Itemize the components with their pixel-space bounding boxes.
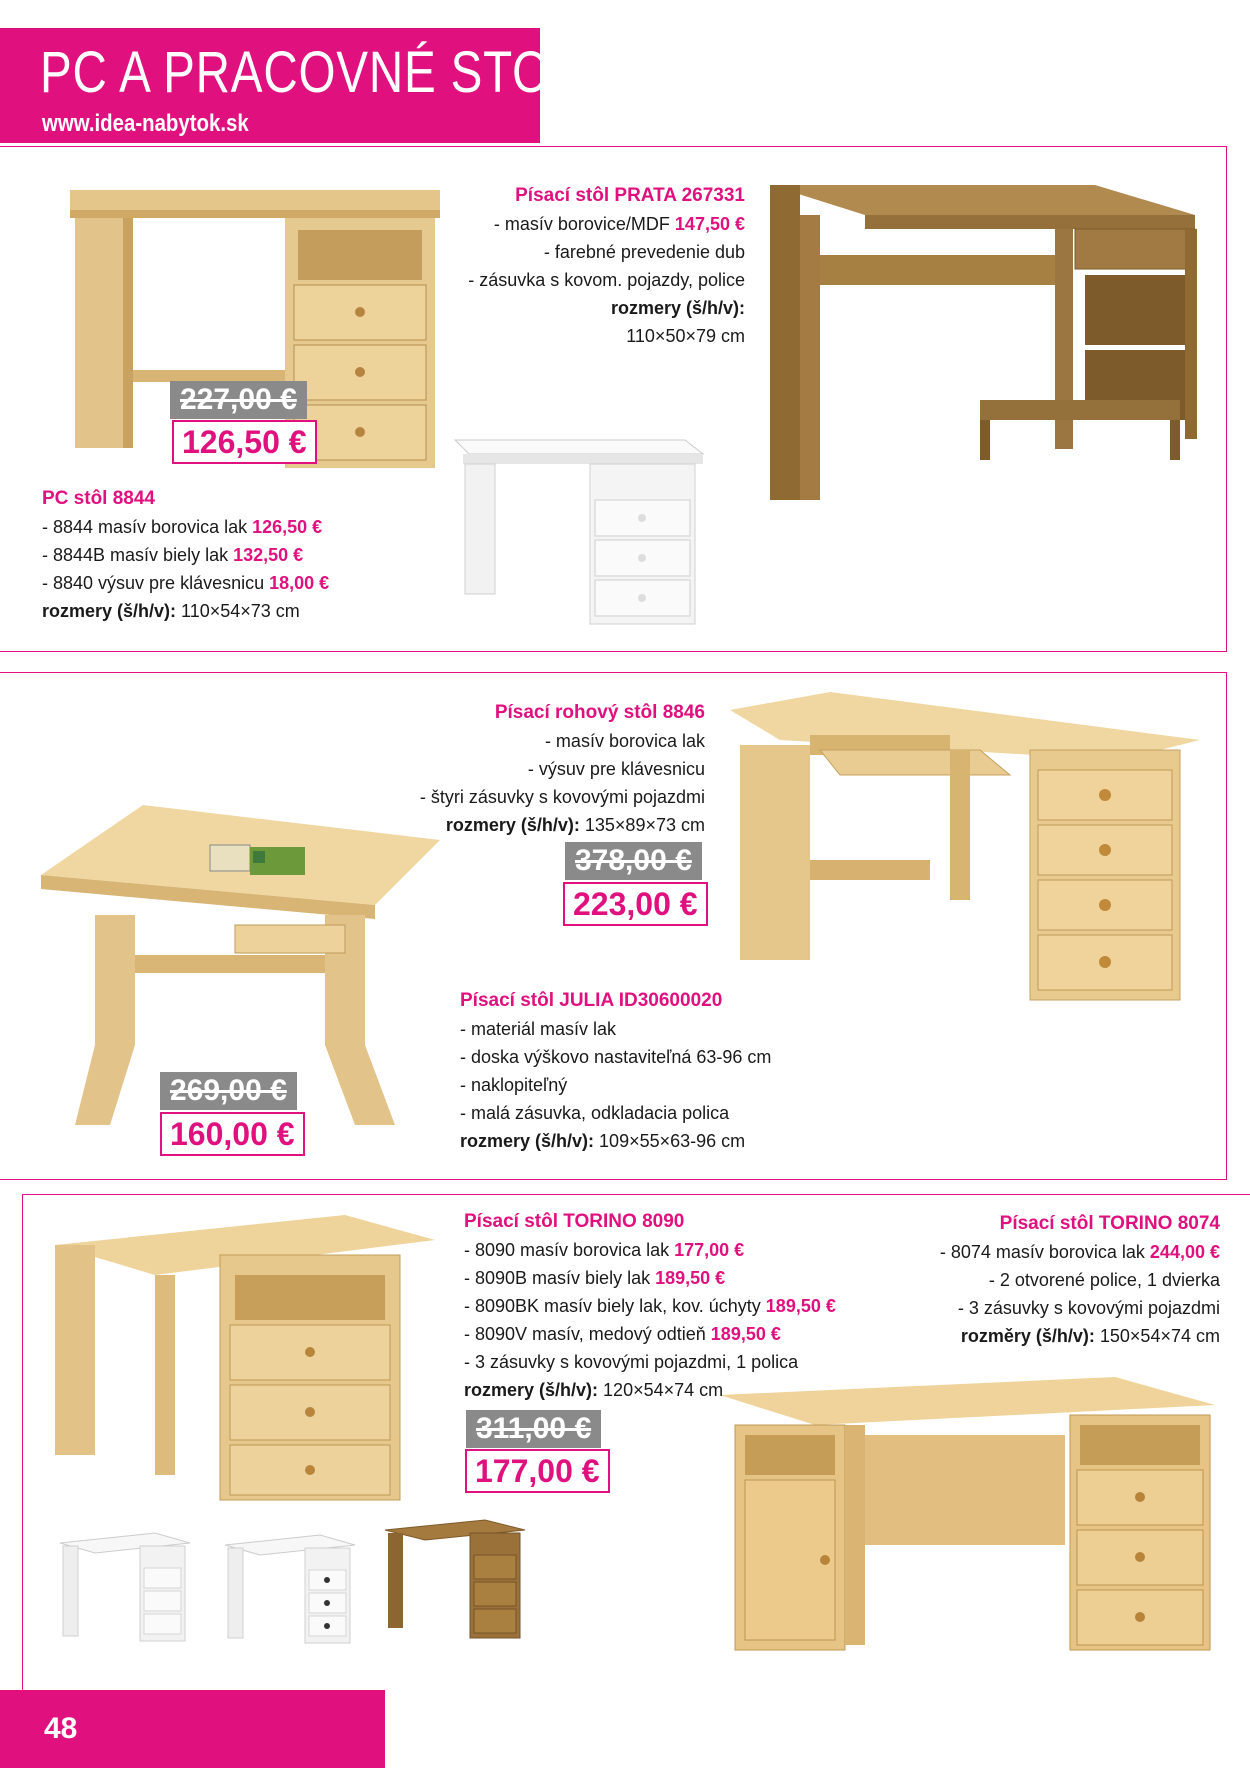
spec-line: - 8090 masív borovica lak — [464, 1240, 675, 1260]
desk-torino-8090v-honey-image — [380, 1515, 530, 1645]
sale-price: 223,00 € — [563, 882, 708, 926]
old-price: 378,00 € — [565, 842, 702, 880]
page-title: PC A PRACOVNÉ STOLY — [40, 40, 607, 105]
dimensions-label: rozmery (š/h/v): — [464, 1380, 599, 1400]
spec-line: - farebné prevedenie dub — [543, 242, 745, 262]
dimensions-value: 135×89×73 cm — [579, 815, 705, 835]
product-title: PC stôl 8844 — [42, 488, 155, 509]
product-title: Písací stôl TORINO 8074 — [999, 1213, 1220, 1234]
product-torino-8090-info — [464, 1208, 836, 1404]
spec-line: - 3 zásuvky s kovovými pojazdmi — [957, 1298, 1220, 1318]
variant-price: 147,50 € — [674, 214, 745, 234]
spec-line: - 2 otvorené police, 1 dvierka — [988, 1270, 1220, 1290]
desk-torino-8090-image — [45, 1205, 445, 1505]
desk-8844b-white-image — [445, 430, 715, 630]
desk-torino-8090b-white-image — [55, 1528, 195, 1648]
website-url[interactable]: www.idea-nabytok.sk — [42, 110, 249, 137]
spec-line: - naklopiteľný — [460, 1075, 568, 1095]
desk-torino-8074-image — [715, 1375, 1220, 1655]
variant-price: 244,00 € — [1149, 1242, 1220, 1262]
variant-price: 132,50 € — [233, 545, 304, 565]
spec-line: - 8840 výsuv pre klávesnicu — [42, 573, 270, 593]
product-title: Písací stôl TORINO 8090 — [464, 1211, 685, 1232]
product-title: Písací stôl JULIA ID30600020 — [460, 990, 723, 1011]
spec-line: - štyri zásuvky s kovovými pojazdmi — [419, 787, 705, 807]
spec-line: - 8090V masív, medový odtieň — [464, 1324, 711, 1344]
desk-8846-corner-image — [720, 690, 1210, 1010]
spec-line: - materiál masív lak — [460, 1019, 617, 1039]
dimensions-value: 110×54×73 cm — [176, 601, 300, 621]
spec-line: - malá zásuvka, odkladacia polica — [460, 1103, 730, 1123]
spec-line: - zásuvka s kovom. pojazdy, police — [468, 270, 745, 290]
old-price: 269,00 € — [160, 1072, 297, 1110]
product-title: Písací rohový stôl 8846 — [494, 702, 705, 723]
spec-line: - 8090B masív biely lak — [464, 1268, 656, 1288]
spec-line: - masív borovice/MDF — [493, 214, 675, 234]
spec-line: - 8844 masív borovica lak — [42, 517, 253, 537]
spec-line: - 8090BK masív biely lak, kov. úchyty — [464, 1296, 766, 1316]
spec-line: - 8074 masív borovica lak — [939, 1242, 1150, 1262]
dimensions-value: 110×50×79 cm — [626, 326, 745, 346]
product-torino-8074-info — [940, 1210, 1220, 1350]
old-price: 311,00 € — [466, 1410, 601, 1448]
variant-price: 126,50 € — [252, 517, 323, 537]
product-title: Písací stôl PRATA 267331 — [515, 185, 745, 206]
spec-line: - výsuv pre klávesnicu — [527, 759, 705, 779]
variant-price: 189,50 € — [710, 1324, 781, 1344]
variant-price: 18,00 € — [269, 573, 330, 593]
spec-line: - 8844B masív biely lak — [42, 545, 234, 565]
dimensions-label: rozmery (š/h/v): — [42, 601, 177, 621]
dimensions-value: 120×54×74 cm — [598, 1380, 724, 1400]
variant-price: 189,50 € — [765, 1296, 836, 1316]
dimensions-label: rozmery (š/h/v): — [610, 298, 745, 318]
desk-prata-oak-image — [755, 175, 1205, 500]
old-price: 227,00 € — [170, 381, 307, 419]
sale-price: 160,00 € — [160, 1112, 305, 1156]
variant-price: 189,50 € — [655, 1268, 726, 1288]
spec-line: - masív borovica lak — [544, 731, 705, 751]
product-prata-info — [468, 182, 745, 350]
variant-price: 177,00 € — [674, 1240, 745, 1260]
dimensions-value: 150×54×74 cm — [1094, 1326, 1220, 1346]
page-number: 48 — [44, 1712, 78, 1745]
dimensions-label: rozmery (š/h/v): — [460, 1131, 595, 1151]
product-julia-info — [460, 987, 771, 1155]
spec-line: - doska výškovo nastaviteľná 63-96 cm — [460, 1047, 772, 1067]
dimensions-value: 109×55×63-96 cm — [594, 1131, 746, 1151]
product-8846-info — [420, 699, 705, 839]
dimensions-label: rozměry (š/h/v): — [960, 1326, 1095, 1346]
dimensions-label: rozmery (š/h/v): — [445, 815, 580, 835]
product-8844-info — [42, 485, 329, 625]
desk-torino-8090bk-white-image — [220, 1530, 360, 1650]
spec-line: - 3 zásuvky s kovovými pojazdmi, 1 polica — [464, 1352, 799, 1372]
sale-price: 126,50 € — [172, 420, 317, 464]
sale-price: 177,00 € — [465, 1449, 610, 1493]
